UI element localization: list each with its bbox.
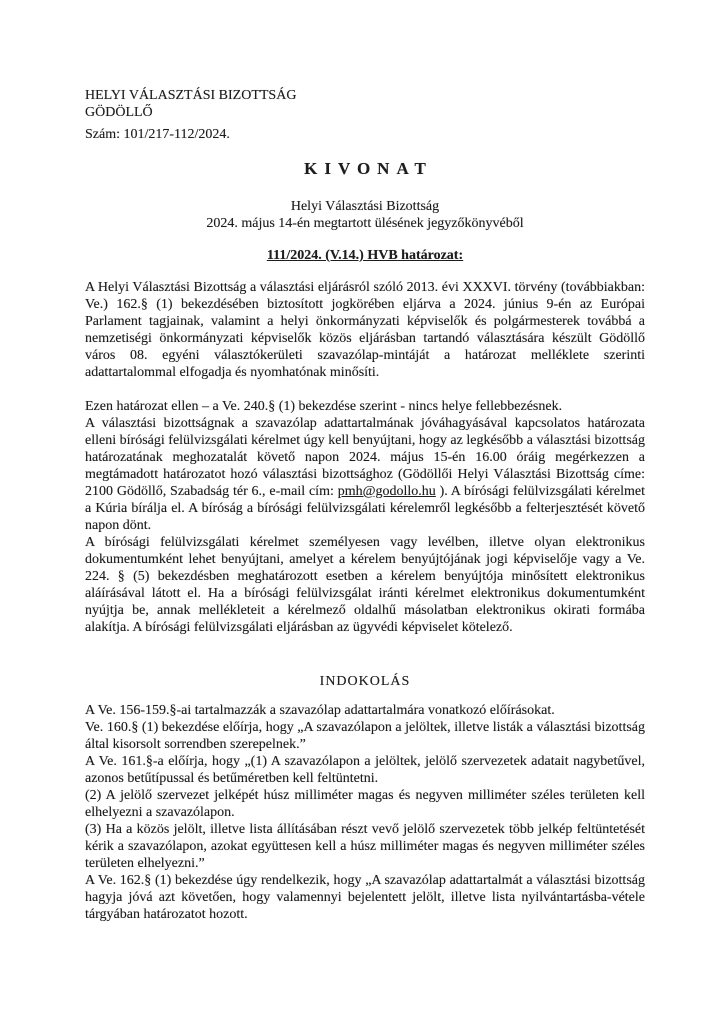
justification-paragraph: A Ve. 161.§-a előírja, hogy „(1) A szavazólapon a jelöltek, jelölő szervezetek adatait nagybetűvel, azonos betűtípussal és betűméretben kell feltüntetni. [85,754,645,786]
justification-body [85,702,645,923]
legal-remedy-block [85,398,645,636]
decision-heading: 111/2024. (V.14.) HVB határozat: [266,248,464,263]
paragraph-3-post-email: ). A bírósági felülvizsgálati kérelmet a Kúria bírálja el. A bíróság a bírósági felülvizsgálati kérelemről legkésőbb a felterjesztését követő napon dönt. [85,484,645,533]
subtitle-committee: Helyi Választási Bizottság [290,199,440,214]
decision-paragraph-4: A bírósági felülvizsgálati kérelmet személyesen vagy levélben, illetve olyan elektronikus dokumentumként lehet benyújtani, amelyet a kérelem benyújtójának jogi képviselője vagy a Ve. 224. § (5) bekezdésben meghatározott esetben a kérelem benyújtója minősített elektronikus aláírásával látott el. Ha a bírósági felülvizsgálat iránti kérelmet elektronikus dokumentumként nyújtja be, annak mellékleteit a kérelmező oldalhű másolatban elektronikus okirati formába alakítja. A bírósági felülvizsgálati eljárásban az ügyvédi képviselet kötelező. [85,535,645,635]
justification-paragraph: (3) Ha a közös jelölt, illetve lista állításában részt vevő jelölő szervezetek több jelkép feltüntetését kérik a szavazólapon, azokat együttesen kell a húsz milliméter magas és negyven milliméter széles területen elhelyezni.” [85,822,645,871]
subtitle-session-date: 2024. május 14-én megtartott ülésének jegyzőkönyvéből [206,216,524,231]
city-name: GÖDÖLLŐ [85,105,153,120]
subtitle-block [85,198,645,232]
decision-paragraph-2: Ezen határozat ellen – a Ve. 240.§ (1) bekezdése szerint - nincs helye fellebbezésnek. [85,399,563,414]
justification-paragraph: A Ve. 162.§ (1) bekezdése úgy rendelkezik, hogy „A szavazólap adattartalmát a választási bizottság hagyja jóvá azt követően, hogy valamennyi bejelentett jelölt, illetve lista nyilvántartásba-vétele tárgyában határozatot hozott. [85,873,645,922]
document-header [85,87,645,143]
justification-heading: INDOKOLÁS [319,674,411,689]
justification-paragraph: A Ve. 156-159.§-ai tartalmazzák a szavazólap adattartalmára vonatkozó előírásokat. [85,703,555,718]
extract-title: KIVONAT [304,159,433,178]
document-number: Szám: 101/217-112/2024. [85,127,230,142]
email-address: pmh@godollo.hu [337,484,436,499]
decision-body [85,279,645,381]
paragraph-3-pre-email: A választási bizottságnak a szavazólap adattartalmának jóváhagyásával kapcsolatos határozata elleni bírósági felülvizsgálati kérelmet úgy kell benyújtani, hogy az legkésőbb a választási bizottság határozatának meghozatalát követő napon 2024. május 15-én 16.00 óráig megérkezzen a megtámadott határozatot hozó választási bizottsághoz (Gödöllői Helyi Választási Bizottság címe: 2100 Gödöllő, Szabadság tér 6., e-mail cím: [85,416,645,499]
justification-paragraph: Ve. 160.§ (1) bekezdése előírja, hogy „A szavazólapon a jelöltek, illetve listák a választási bizottság által kisorsolt sorrendben szerepelnek.” [85,720,645,752]
justification-paragraph: (2) A jelölő szervezet jelképét húsz milliméter magas és negyven milliméter széles területen kell elhelyezni a szavazólapon. [85,788,645,820]
decision-paragraph-1: A Helyi Választási Bizottság a választási eljárásról szóló 2013. évi XXXVI. törvény (továbbiakban: Ve.) 162.§ (1) bekezdésében biztosított jogkörében eljárva a 2024. június 9-én az Európai Parlament tagjainak, valamint a helyi önkormányzati képviselők és polgármesterek továbbá a nemzetiségi önkormányzati képviselők közös eljárásban tartandó választására készült Gödöllő város 08. egyéni választókerületi szavazólap-mintáját a határozat melléklete szerinti adattartalommal elfogadja és nyomhatónak minősíti. [85,280,645,380]
organization-name: HELYI VÁLASZTÁSI BIZOTTSÁG [85,88,297,103]
decision-paragraph-3 [85,415,645,534]
document-content [85,87,645,923]
